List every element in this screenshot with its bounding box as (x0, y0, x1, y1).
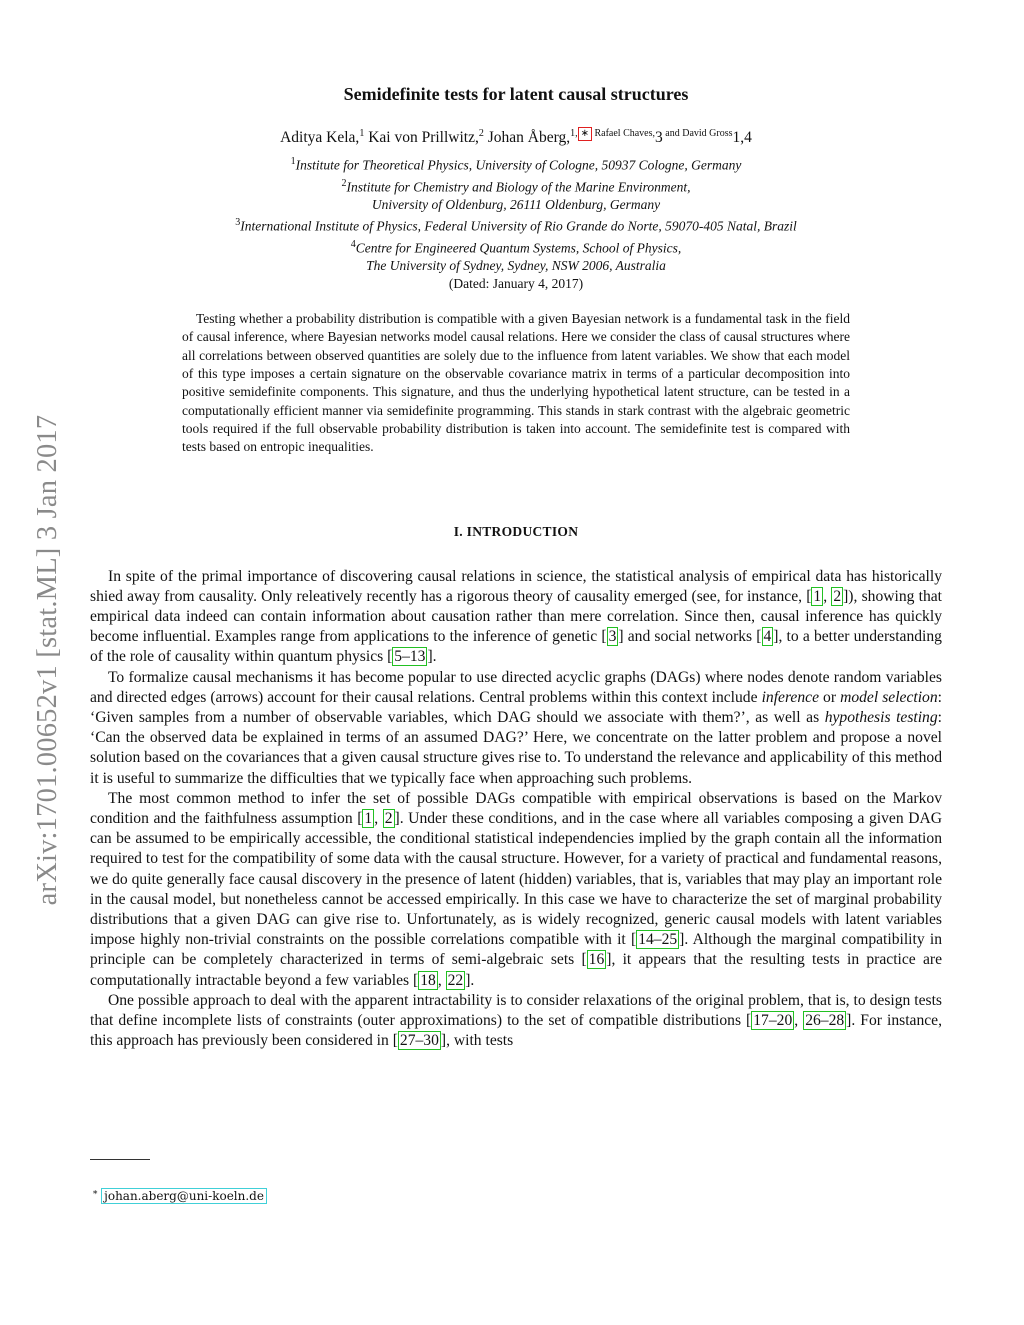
citation-link[interactable]: 2 (384, 809, 393, 827)
citation-link[interactable]: 5–13 (394, 648, 426, 666)
footnote-rule (90, 1159, 150, 1160)
citation-link[interactable]: 22 (447, 971, 464, 989)
author-affiliation-index: and David Gross (662, 128, 733, 139)
affiliation-index: 2 (341, 177, 347, 189)
affiliation-line: $^3$International Institute of Physics, Federal University of Rio Grande do Norte, 59070-405 Natal, Brazil (235, 217, 797, 234)
citation-link[interactable]: 17–20 (753, 1012, 793, 1029)
paper-title: Semidefinite tests for latent causal structures (343, 84, 689, 104)
body-paragraph: The most common method to infer the set of possible DAGs compatible with empirical observations is based on the Markov condition and the faithfulness assumption [ 1 , 2 ]. Under these conditions, and in the case where all variables composing a given DAG can be assumed to be empirically accessible, the conditional statistical independencies implied by the graph contain all the information required to test for the compatibility of some data with the causal structure. However, for a variety of practical and fundamental reasons, we do quite generally face causal discovery in the presence of latent (hidden) variables, that is, variables that may play an important role in the causal model, but nonetheless cannot be accessed empirically. In this case we have to characterize the set of marginal probability distributions that a given DAG can give rise to. Unfortunately, as is widely recognized, generic causal models with latent variables impose highly non-trivial constraints on the possible correlations compatible with it [ 14–25 ]. Although the marginal compatibility in principle can be completely characterized in terms of semi-algebraic sets [ 16 ], it appears that the resulting tests in practice are computationally intractable beyond a few variables [ 18 , 22 ]. (90, 789, 943, 989)
footnote-mark: ∗ (92, 1188, 99, 1198)
citation-link[interactable]: 18 (420, 971, 436, 989)
citation-link[interactable]: 27–30 (399, 1032, 439, 1050)
author-list (90, 127, 942, 147)
affiliation-line: University of Oldenburg, 26111 Oldenburg, Germany (371, 197, 661, 213)
author-affiliation-index: 1 (359, 128, 365, 139)
affiliation-index: 3 (235, 217, 241, 229)
footnote-ref-link[interactable]: ∗ (578, 127, 592, 141)
footnote (92, 1188, 267, 1203)
body-paragraph: In spite of the primal importance of discovering causal relations in science, the statistical analysis of empirical data has historically shied away from causality. Only releatively recently has a rigorous theory of causality emerged (see, for instance, [ 1 , 2 ]), showing that empirical data indeed can contain information about causation rather than mere correlation. Since then, causal inference has quickly become influential. Examples range from applications to the inference of genetic [ 3 ] and social networks [ 4 ], to a better understanding of the role of causality within quantum physics [ 5–13 ]. (90, 567, 942, 666)
paper-page (90, 84, 942, 1051)
citation-link[interactable]: 1 (813, 587, 822, 605)
section-heading-introduction: I. INTRODUCTION (453, 523, 579, 539)
body-paragraph: One possible approach to deal with the apparent intractability is to consider relaxations of the original problem, that is, to design tests that define incomplete lists of constraints (outer approximations) to the set of compatible distributions [ 17–20 , 26–28 ]. For instance, this approach has previously been considered in [ 27–30 ], with tests (90, 991, 942, 1050)
affiliation-line: $^2$Institute for Chemistry and Biology of the Marine Environment, (341, 177, 691, 195)
affiliation-index: 1 (290, 156, 296, 168)
affiliation-line: $^1$Institute for Theoretical Physics, University of Cologne, 50937 Cologne, Germany (290, 156, 742, 173)
author-affiliation-index: Rafael Chaves, (591, 128, 656, 139)
citation-link[interactable]: 2 (833, 587, 842, 605)
author-name: 3 (655, 129, 663, 147)
affiliation-line: The University of Sydney, Sydney, NSW 2006, Australia (366, 258, 666, 274)
body-paragraph: To formalize causal mechanisms it has become popular to use directed acyclic graphs (DAGs) where nodes denote random variables and directed edges (arrows) account for their causal relations. Central problems within this context include inference or model selection: ‘Given samples from a number of observable variables, which DAG should we associate with them?’, as well as hypothesis testing: ‘Can the observed data be explained in terms of an assumed DAG?’ Here, we concentrate on the latter problem and propose a novel solution based on the covariances that a given causal structure gives rise to. To understand the relevance and applicability of this method it is useful to summarize the difficulties that we typically face when approaching such problems. (90, 668, 942, 787)
introduction-body (90, 567, 942, 1052)
abstract: Testing whether a probability distribution is compatible with a given Bayesian network is a fundamental task in the field of causal inference, where Bayesian networks model causal relations. Here we consider the class of causal structures where all correlations between observed quantities are solely due to the influence from latent variables. We show that each model of this type imposes a certain signature on the observable covariance matrix in terms of a particular decomposition into positive semidefinite components. This signature, and thus the underlying hypothetical latent structure, can be tested in a computationally efficient manner via semidefinite programming. This stands in stark contrast with the algebraic geometric tools required if the full observable probability distribution is taken into account. The semidefinite test is compared with tests based on entropic inequalities. (182, 311, 850, 455)
author-affiliation-index: 2 (478, 128, 484, 139)
citation-link[interactable]: 3 (608, 628, 617, 646)
emphasis-term: model selection (840, 688, 938, 706)
citation-link[interactable]: 14–25 (638, 931, 678, 949)
author-name: Aditya Kela, (280, 129, 360, 147)
dated-line: (Dated: January 4, 2017) (448, 276, 584, 292)
citation-link[interactable]: 4 (763, 628, 772, 646)
affiliations (90, 153, 942, 275)
author-affiliation-index: 1, (570, 128, 578, 139)
affiliation-line: $^4$Centre for Engineered Quantum Systems, School of Physics, (350, 238, 682, 256)
arxiv-sidebar (18, 360, 78, 960)
author-name: 1,4 (732, 129, 752, 147)
citation-link[interactable]: 16 (588, 951, 605, 969)
arxiv-stamp: arXiv:1701.00652v1 [stat.ML] 3 Jan 2017 (32, 414, 63, 906)
emphasis-term: hypothesis testing (824, 708, 938, 726)
affiliation-index: 4 (350, 238, 356, 250)
citation-link[interactable]: 26–28 (805, 1012, 845, 1029)
citation-link[interactable]: 1 (364, 809, 373, 827)
footnote-email-link[interactable]: johan.aberg@uni-koeln.de (101, 1188, 267, 1204)
author-name: Kai von Prillwitz, (364, 129, 479, 147)
author-name: Johan Åberg, (483, 129, 571, 147)
emphasis-term: inference (761, 688, 819, 706)
